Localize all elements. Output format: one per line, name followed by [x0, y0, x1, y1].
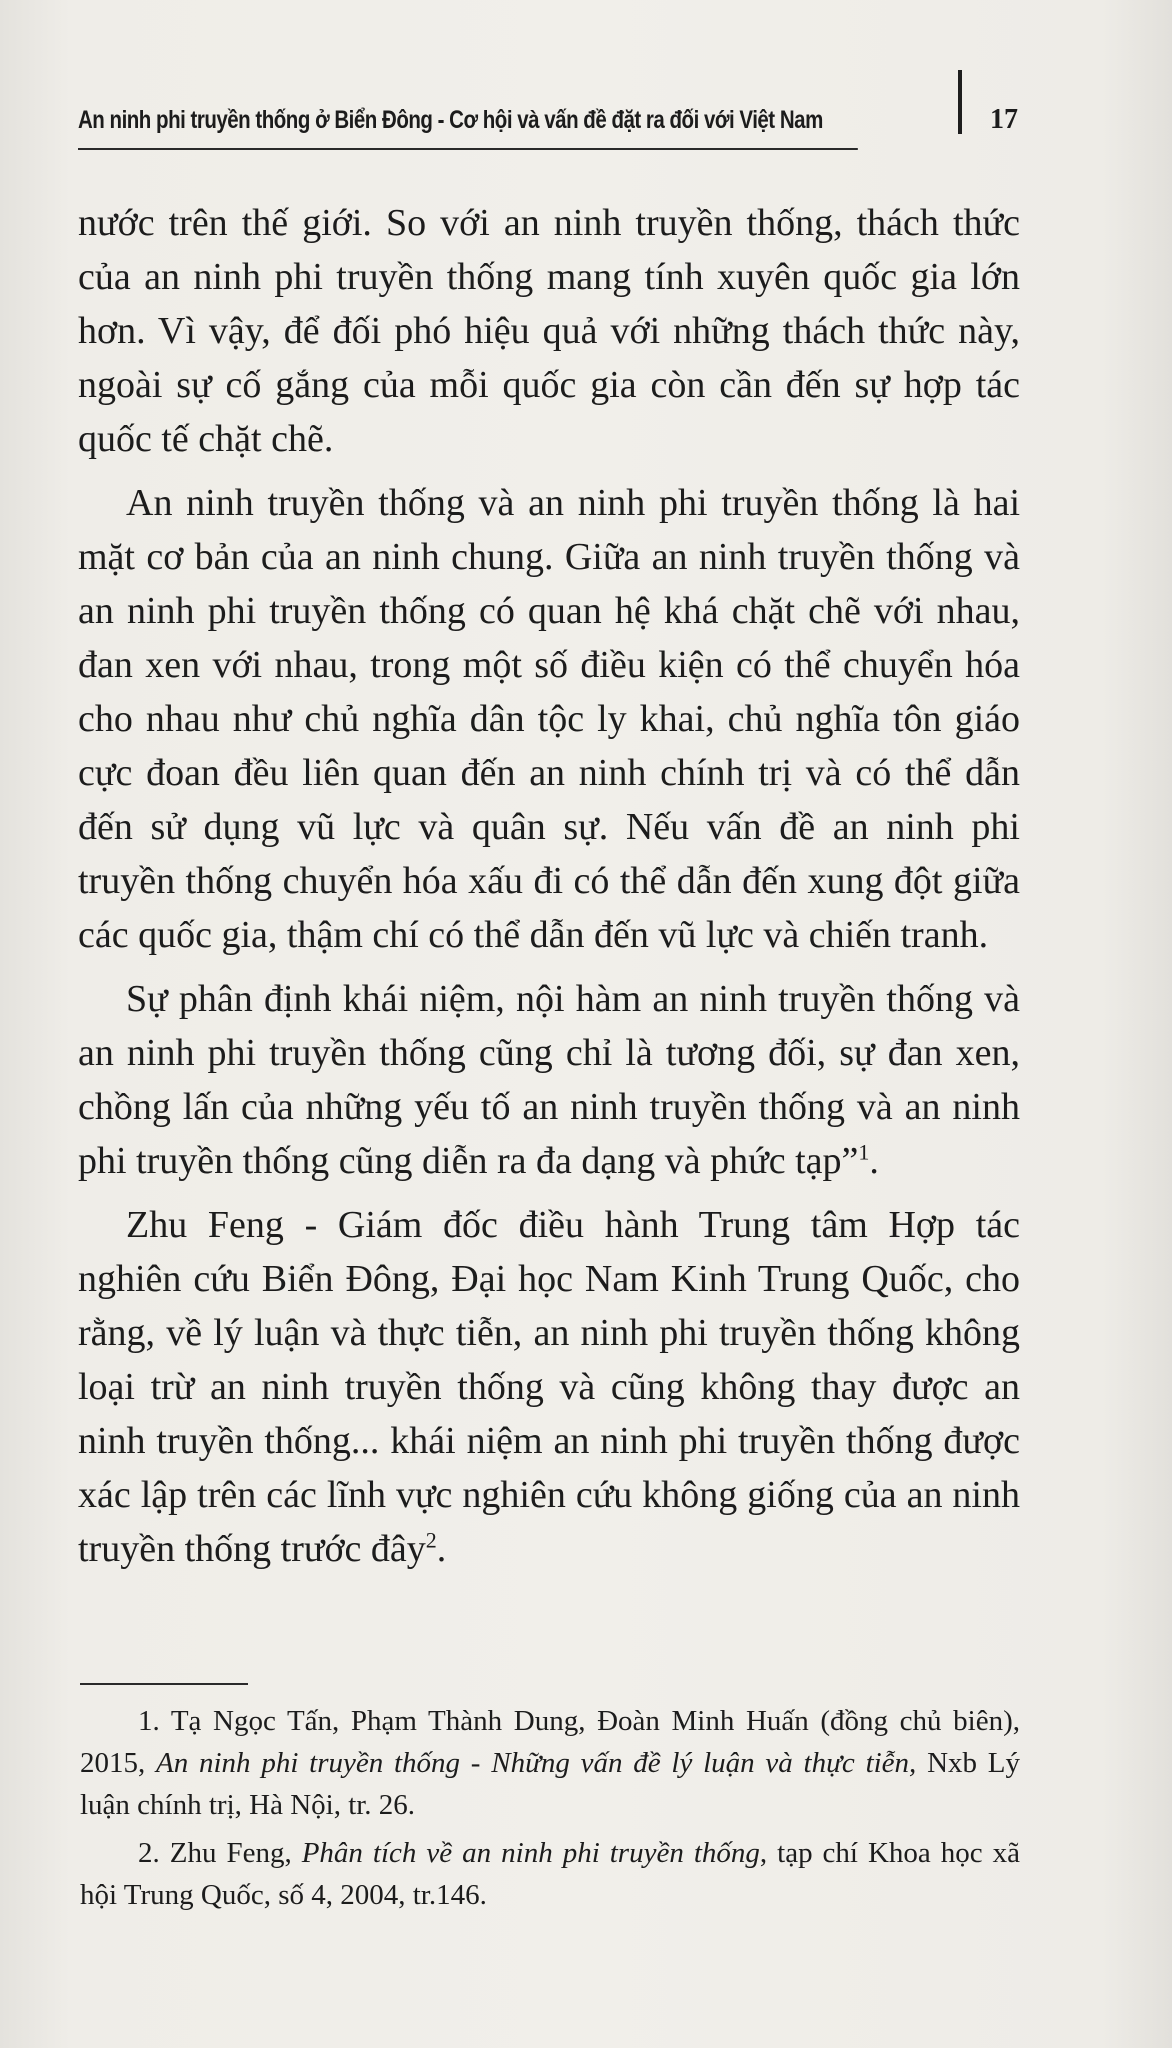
footnote-1-authors: Tạ Ngọc Tấn, Phạm Thành Dung, Đoàn Minh Huấn (đồng chủ biên), 2015,: [80, 1705, 1020, 1779]
paragraph-3-end: .: [869, 1140, 879, 1182]
footnote-2-number: 2.: [138, 1837, 160, 1869]
paragraph-3-text: Sự phân định khái niệm, nội hàm an ninh truyền thống và an ninh phi truyền thống cũng chỉ là tương đối, sự đan xen, chồng lấn của những yếu tố an ninh truyền thống và an ninh phi truyền thống cũng diễn ra đa dạng và phức tạp”: [78, 978, 1020, 1182]
footnote-separator: [80, 1683, 248, 1685]
footnote-1-title: An ninh phi truyền thống - Những vấn đề lý luận và thực tiễn,: [156, 1747, 917, 1779]
footnotes: [80, 1700, 1020, 1922]
paragraph-2: An ninh truyền thống và an ninh phi truyền thống là hai mặt cơ bản của an ninh chung. Giữa an ninh truyền thống và an ninh phi truyền thống có quan hệ khá chặt chẽ với nhau, đan xen với nhau, trong một số điều kiện có thể chuyển hóa cho nhau như chủ nghĩa dân tộc ly khai, chủ nghĩa tôn giáo cực đoan đều liên quan đến an ninh chính trị và có thể dẫn đến sử dụng vũ lực và quân sự. Nếu vấn đề an ninh phi truyền thống chuyển hóa xấu đi có thể dẫn đến xung đột giữa các quốc gia, thậm chí có thể dẫn đến vũ lực và chiến tranh.: [78, 482, 1020, 956]
paragraph-4-text: Zhu Feng - Giám đốc điều hành Trung tâm Hợp tác nghiên cứu Biển Đông, Đại học Nam Kinh Trung Quốc, cho rằng, về lý luận và thực tiễn, an ninh phi truyền thống không loại trừ an ninh truyền thống và cũng không thay được an ninh truyền thống... khái niệm an ninh phi truyền thống được xác lập trên các lĩnh vực nghiên cứu không giống của an ninh truyền thống trước đây: [78, 1204, 1020, 1570]
page-number: 17: [990, 104, 1018, 135]
body-text: [78, 196, 1020, 1586]
footnote-1-rest: Nxb Lý luận chính trị, Hà Nội, tr. 26.: [80, 1747, 1020, 1821]
footnote-2-authors: Zhu Feng,: [169, 1837, 292, 1869]
footnote-1-number: 1.: [138, 1705, 160, 1737]
footnote-ref-2: 2: [425, 1527, 437, 1553]
running-head-title: An ninh phi truyền thống ở Biển Đông - Cơ hội và vấn đề đặt ra đối với Việt Nam: [78, 100, 858, 150]
footnote-ref-1: 1: [858, 1139, 870, 1165]
footnote-2: [80, 1832, 1020, 1916]
paragraph-3: [78, 972, 1020, 1188]
paragraph-1: nước trên thế giới. So với an ninh truyền thống, thách thức của an ninh phi truyền thống mang tính xuyên quốc gia lớn hơn. Vì vậy, để đối phó hiệu quả với những thách thức này, ngoài sự cố gắng của mỗi quốc gia còn cần đến sự hợp tác quốc tế chặt chẽ.: [78, 202, 1020, 460]
footnote-2-rest: , tạp chí Khoa học xã hội Trung Quốc, số 4, 2004, tr.146.: [80, 1837, 1021, 1911]
paragraph-4: [78, 1198, 1020, 1576]
paragraph-4-end: .: [436, 1528, 447, 1570]
footnote-1: [80, 1700, 1020, 1826]
footnote-2-title: Phân tích về an ninh phi truyền thống: [301, 1837, 760, 1869]
header-vertical-rule: [958, 70, 962, 134]
